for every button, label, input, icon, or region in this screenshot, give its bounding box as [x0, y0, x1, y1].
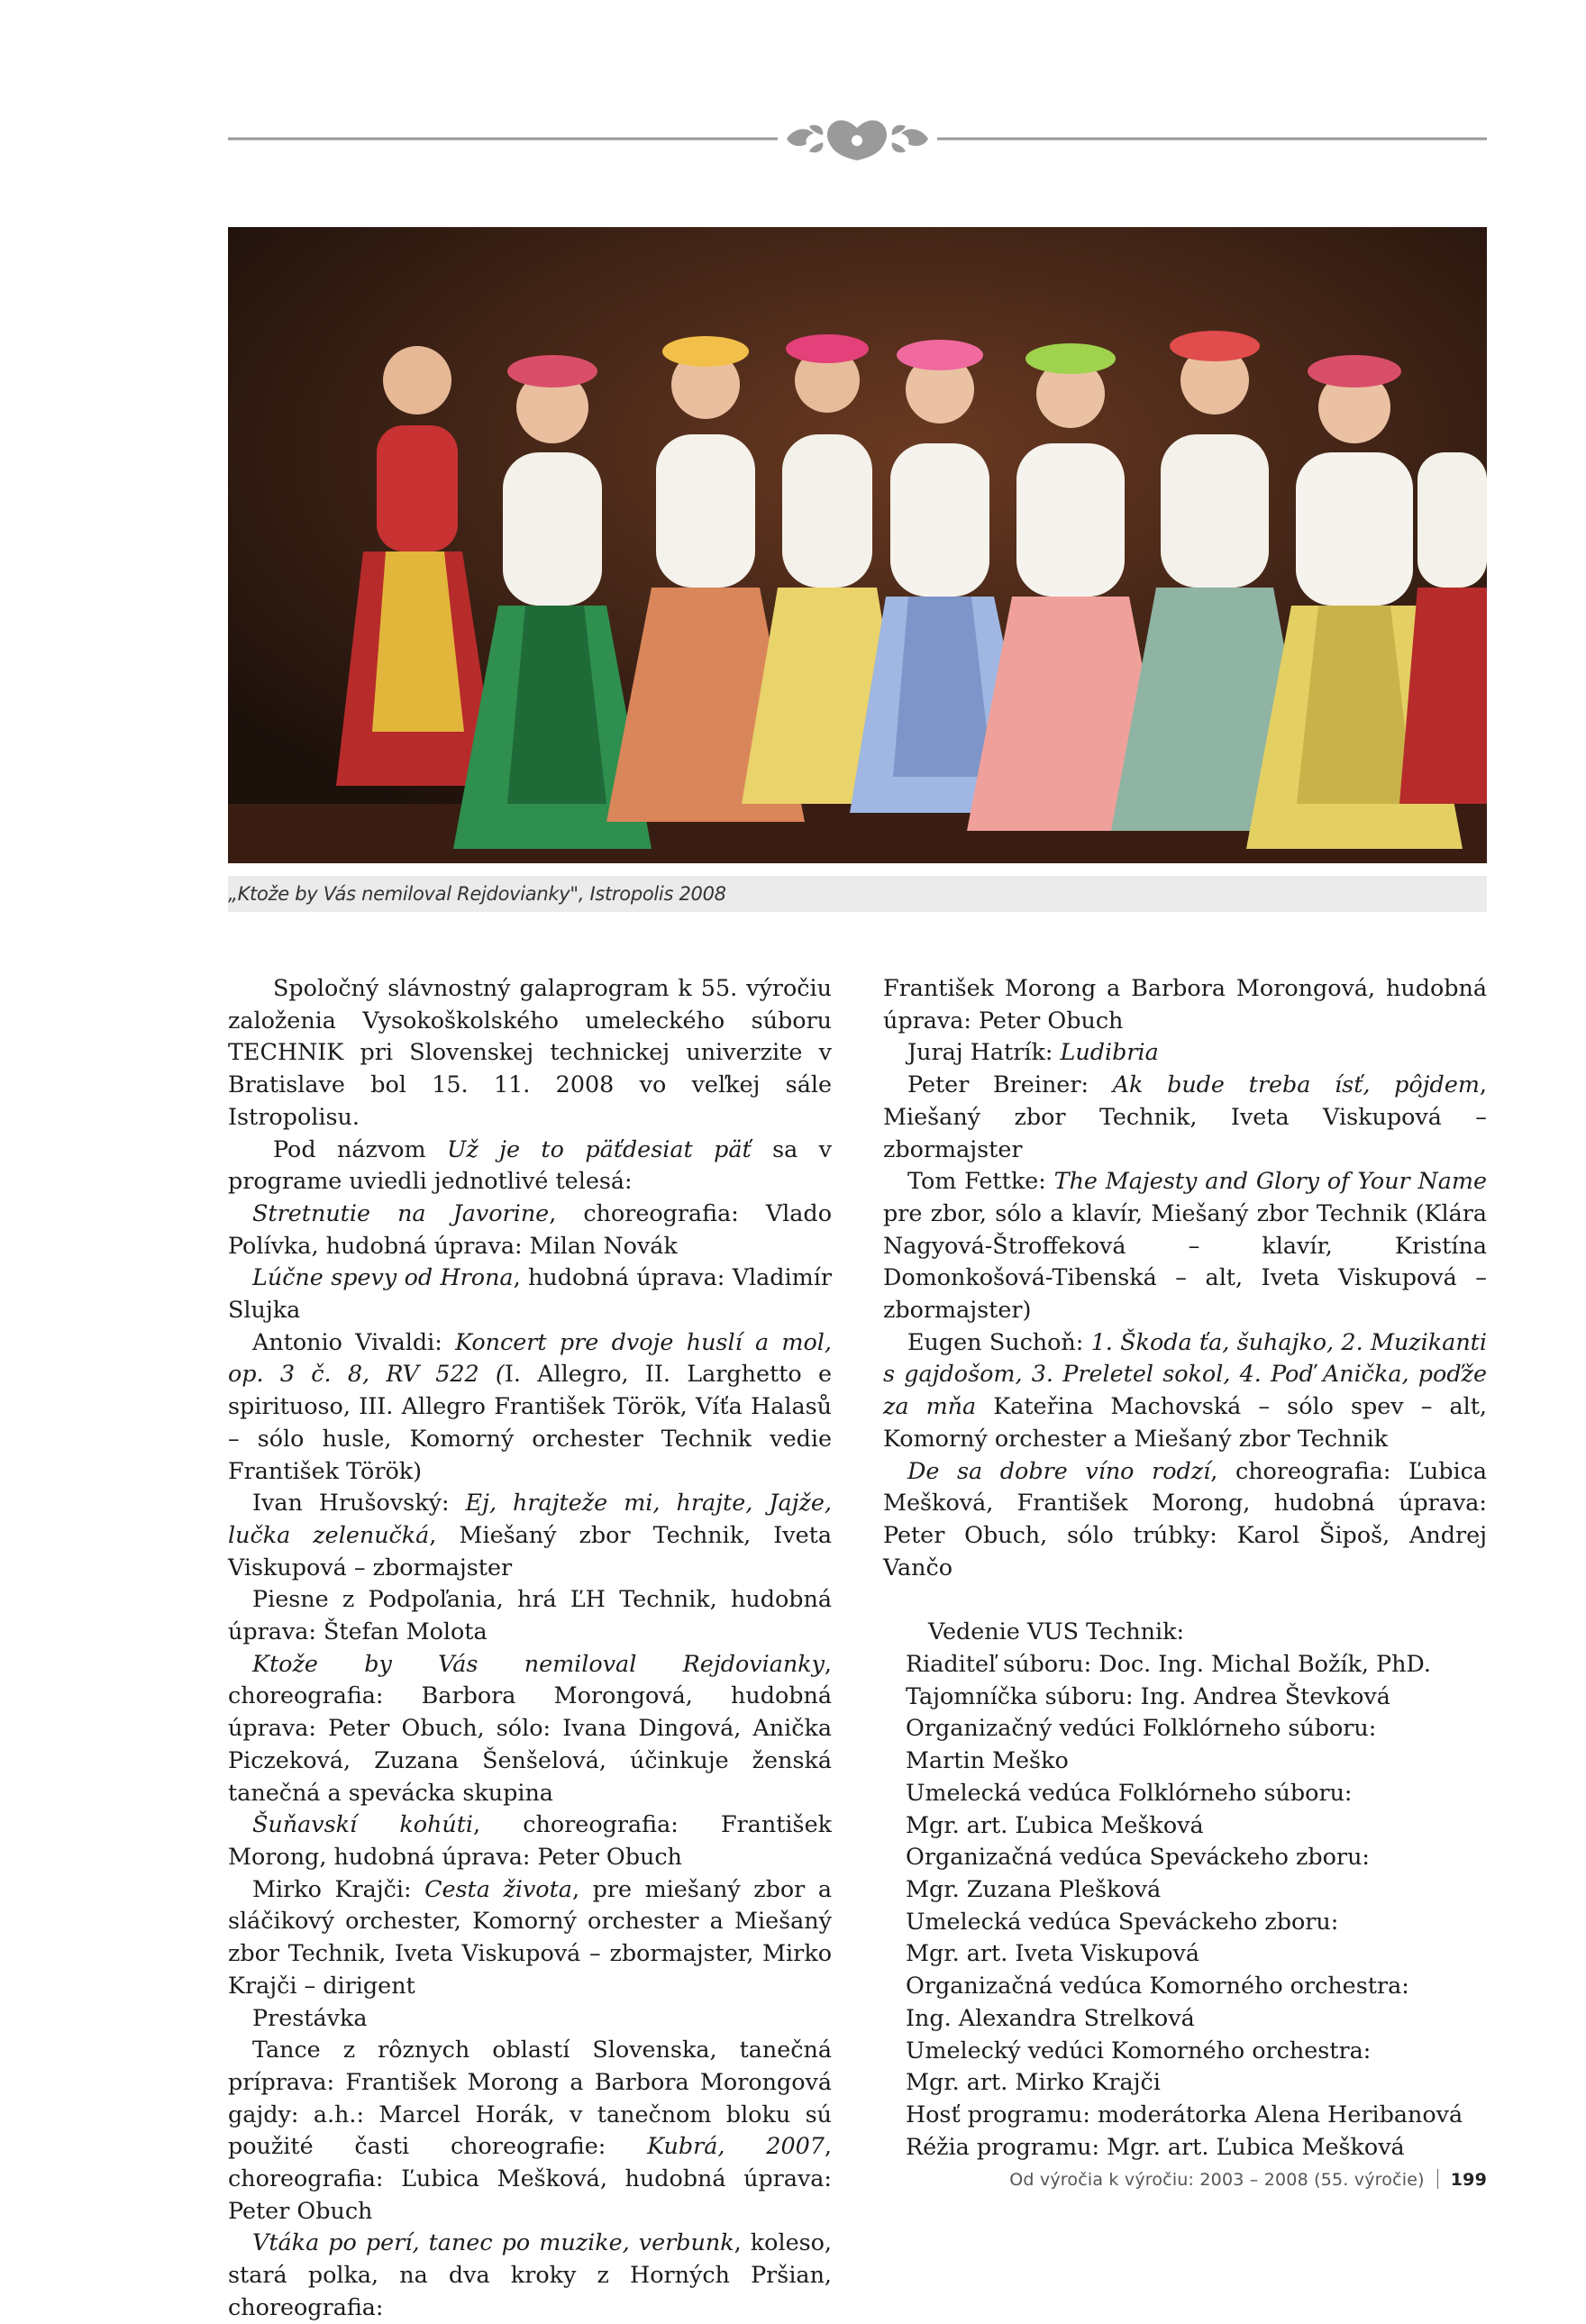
section-spacer	[883, 1583, 1487, 1616]
program-item: Ktože by Vás nemiloval Rejdovianky, choreografia: Barbora Morongová, hudobná úprava: Peter Obuch, sólo: Ivana Dingová, Anička Piczeková, Zuzana Šenšelová, účinkuje ženská tanečná a spevácka skupina	[228, 1649, 832, 1806]
left-text-column	[228, 972, 832, 2324]
running-title: Od výročia k výročiu: 2003 – 2008 (55. výročie)	[1009, 2170, 1425, 2190]
management-line: Mgr. art. Mirko Krajči	[906, 2068, 1161, 2096]
management-line: Organizačná vedúca Komorného orchestra:	[906, 1972, 1409, 2000]
management-line: Mgr. Zuzana Plešková	[906, 1874, 1162, 1902]
program-item: Eugen Suchoň: 1. Škoda ťa, šuhajko, 2. Muzikanti s gajdošom, 3. Preletel sokol, 4. Poď Anička, poďže za mňa Kateřina Machovská – sólo spev – alt, Komorný orchester a Miešaný zbor Technik	[883, 1327, 1488, 1452]
management-line: Umelecká vedúca Folklórneho súboru:	[906, 1778, 1353, 1806]
program-item: Mirko Krajči: Cesta života, pre miešaný zbor a sláčikový orchester, Komorný orchester a Miešaný zbor Technik, Iveta Viskupová – zbormajster, Mirko Krajči – dirigent	[228, 1874, 832, 1999]
management-line: Umelecká vedúca Speváckeho zboru:	[906, 1907, 1339, 1935]
program-item: De sa dobre víno rodzí, choreografia: Ľubica Mešková, František Morong, hudobná úprava: Peter Obuch, sólo trúbky: Karol Šipoš, Andrej Vančo	[883, 1456, 1488, 1581]
program-item: Vtáka po perí, tanec po muzike, verbunk, koleso, stará polka, na dva kroky z Horných Pršian, choreografia:	[228, 2228, 832, 2320]
program-item: Peter Breiner: Ak bude treba ísť, pôjdem, Miešaný zbor Technik, Iveta Viskupová – zbormajster	[883, 1071, 1487, 1162]
floral-ornament-icon	[787, 120, 928, 160]
management-line: Riaditeľ súboru: Doc. Ing. Michal Božík, PhD.	[906, 1650, 1431, 1678]
intro-paragraph: Spoločný slávnostný galaprogram k 55. výročiu založenia Vysokoškolského umeleckého súboru TECHNIK pri Slovenskej technickej univerzite v Bratislave bol 15. 11. 2008 vo veľkej sále Istropolisu.	[228, 974, 832, 1130]
photo-caption: „Ktože by Vás nemiloval Rejdovianky", Istropolis 2008	[228, 883, 726, 905]
page-number: 199	[1450, 2170, 1487, 2190]
footer-divider	[1437, 2169, 1438, 2189]
program-item: Šuňavskí kohúti, choreografia: František Morong, hudobná úprava: Peter Obuch	[228, 1810, 832, 1870]
management-line: Tajomníčka súboru: Ing. Andrea Števková	[906, 1681, 1390, 1709]
management-line: Réžia programu: Mgr. art. Ľubica Mešková	[906, 2132, 1405, 2160]
intermission-label: Prestávka	[252, 2003, 368, 2031]
program-title-paragraph: Pod názvom Už je to päťdesiat päť sa v programe uviedli jednotlivé telesá:	[228, 1135, 832, 1195]
program-item: Lúčne spevy od Hrona, hudobná úprava: Vladimír Slujka	[228, 1263, 832, 1324]
program-item: Tom Fettke: The Majesty and Glory of Your Name pre zbor, sólo a klavír, Miešaný zbor Technik (Klára Nagyová-Štroffeková – klavír, Kristína Domonkošová-Tibenská – alt, Iveta Viskupová – zbormajster)	[883, 1167, 1487, 1324]
program-item-continued: František Morong a Barbora Morongová, hudobná úprava: Peter Obuch	[883, 974, 1487, 1034]
program-item: Stretnutie na Javorine, choreografia: Vlado Polívka, hudobná úprava: Milan Novák	[228, 1198, 832, 1259]
header-ornament-rule	[228, 114, 1487, 164]
management-line: Organizačná vedúca Speváckeho zboru:	[906, 1843, 1370, 1871]
right-text-column	[883, 972, 1487, 2163]
management-line: Organizačný vedúci Folklórneho súboru:	[906, 1714, 1377, 1742]
management-line: Martin Meško	[906, 1746, 1069, 1774]
management-line: Mgr. art. Ľubica Mešková	[906, 1810, 1204, 1838]
program-item: Ivan Hrušovský: Ej, hrajteže mi, hrajte, Jajže, lučka zelenučká, Miešaný zbor Technik, Iveta Viskupová – zbormajster	[228, 1489, 832, 1581]
management-line: Umelecký vedúci Komorného orchestra:	[906, 2036, 1372, 2064]
program-item: Tance z rôznych oblastí Slovenska, tanečná príprava: František Morong a Barbora Morongová gajdy: a.h.: Marcel Horák, v tanečnom bloku sú použité časti choreografie: Kubrá, 2007, choreografia: Ľubica Mešková, hudobná úprava: Peter Obuch	[228, 2036, 832, 2224]
management-heading: Vedenie VUS Technik:	[928, 1618, 1185, 1645]
folk-dancers-photo	[228, 227, 1487, 863]
management-list	[883, 1616, 1487, 2163]
page-footer	[1009, 2169, 1487, 2190]
management-line: Mgr. art. Iveta Viskupová	[906, 1939, 1199, 1967]
program-item: Piesne z Podpoľania, hrá ĽH Technik, hudobná úprava: Štefan Molota	[228, 1585, 832, 1645]
management-line: Ing. Alexandra Strelková	[906, 2003, 1195, 2031]
management-line: Hosť programu: moderátorka Alena Heribanová	[906, 2100, 1463, 2128]
program-item: Juraj Hatrík: Ludibria	[907, 1038, 1159, 1066]
program-item: Antonio Vivaldi: Koncert pre dvoje huslí a mol, op. 3 č. 8, RV 522 (I. Allegro, II. Larghetto e spirituoso, III. Allegro František Török, Víťa Halasů – sólo husle, Komorný orchester Technik vedie František Török)	[228, 1327, 833, 1484]
